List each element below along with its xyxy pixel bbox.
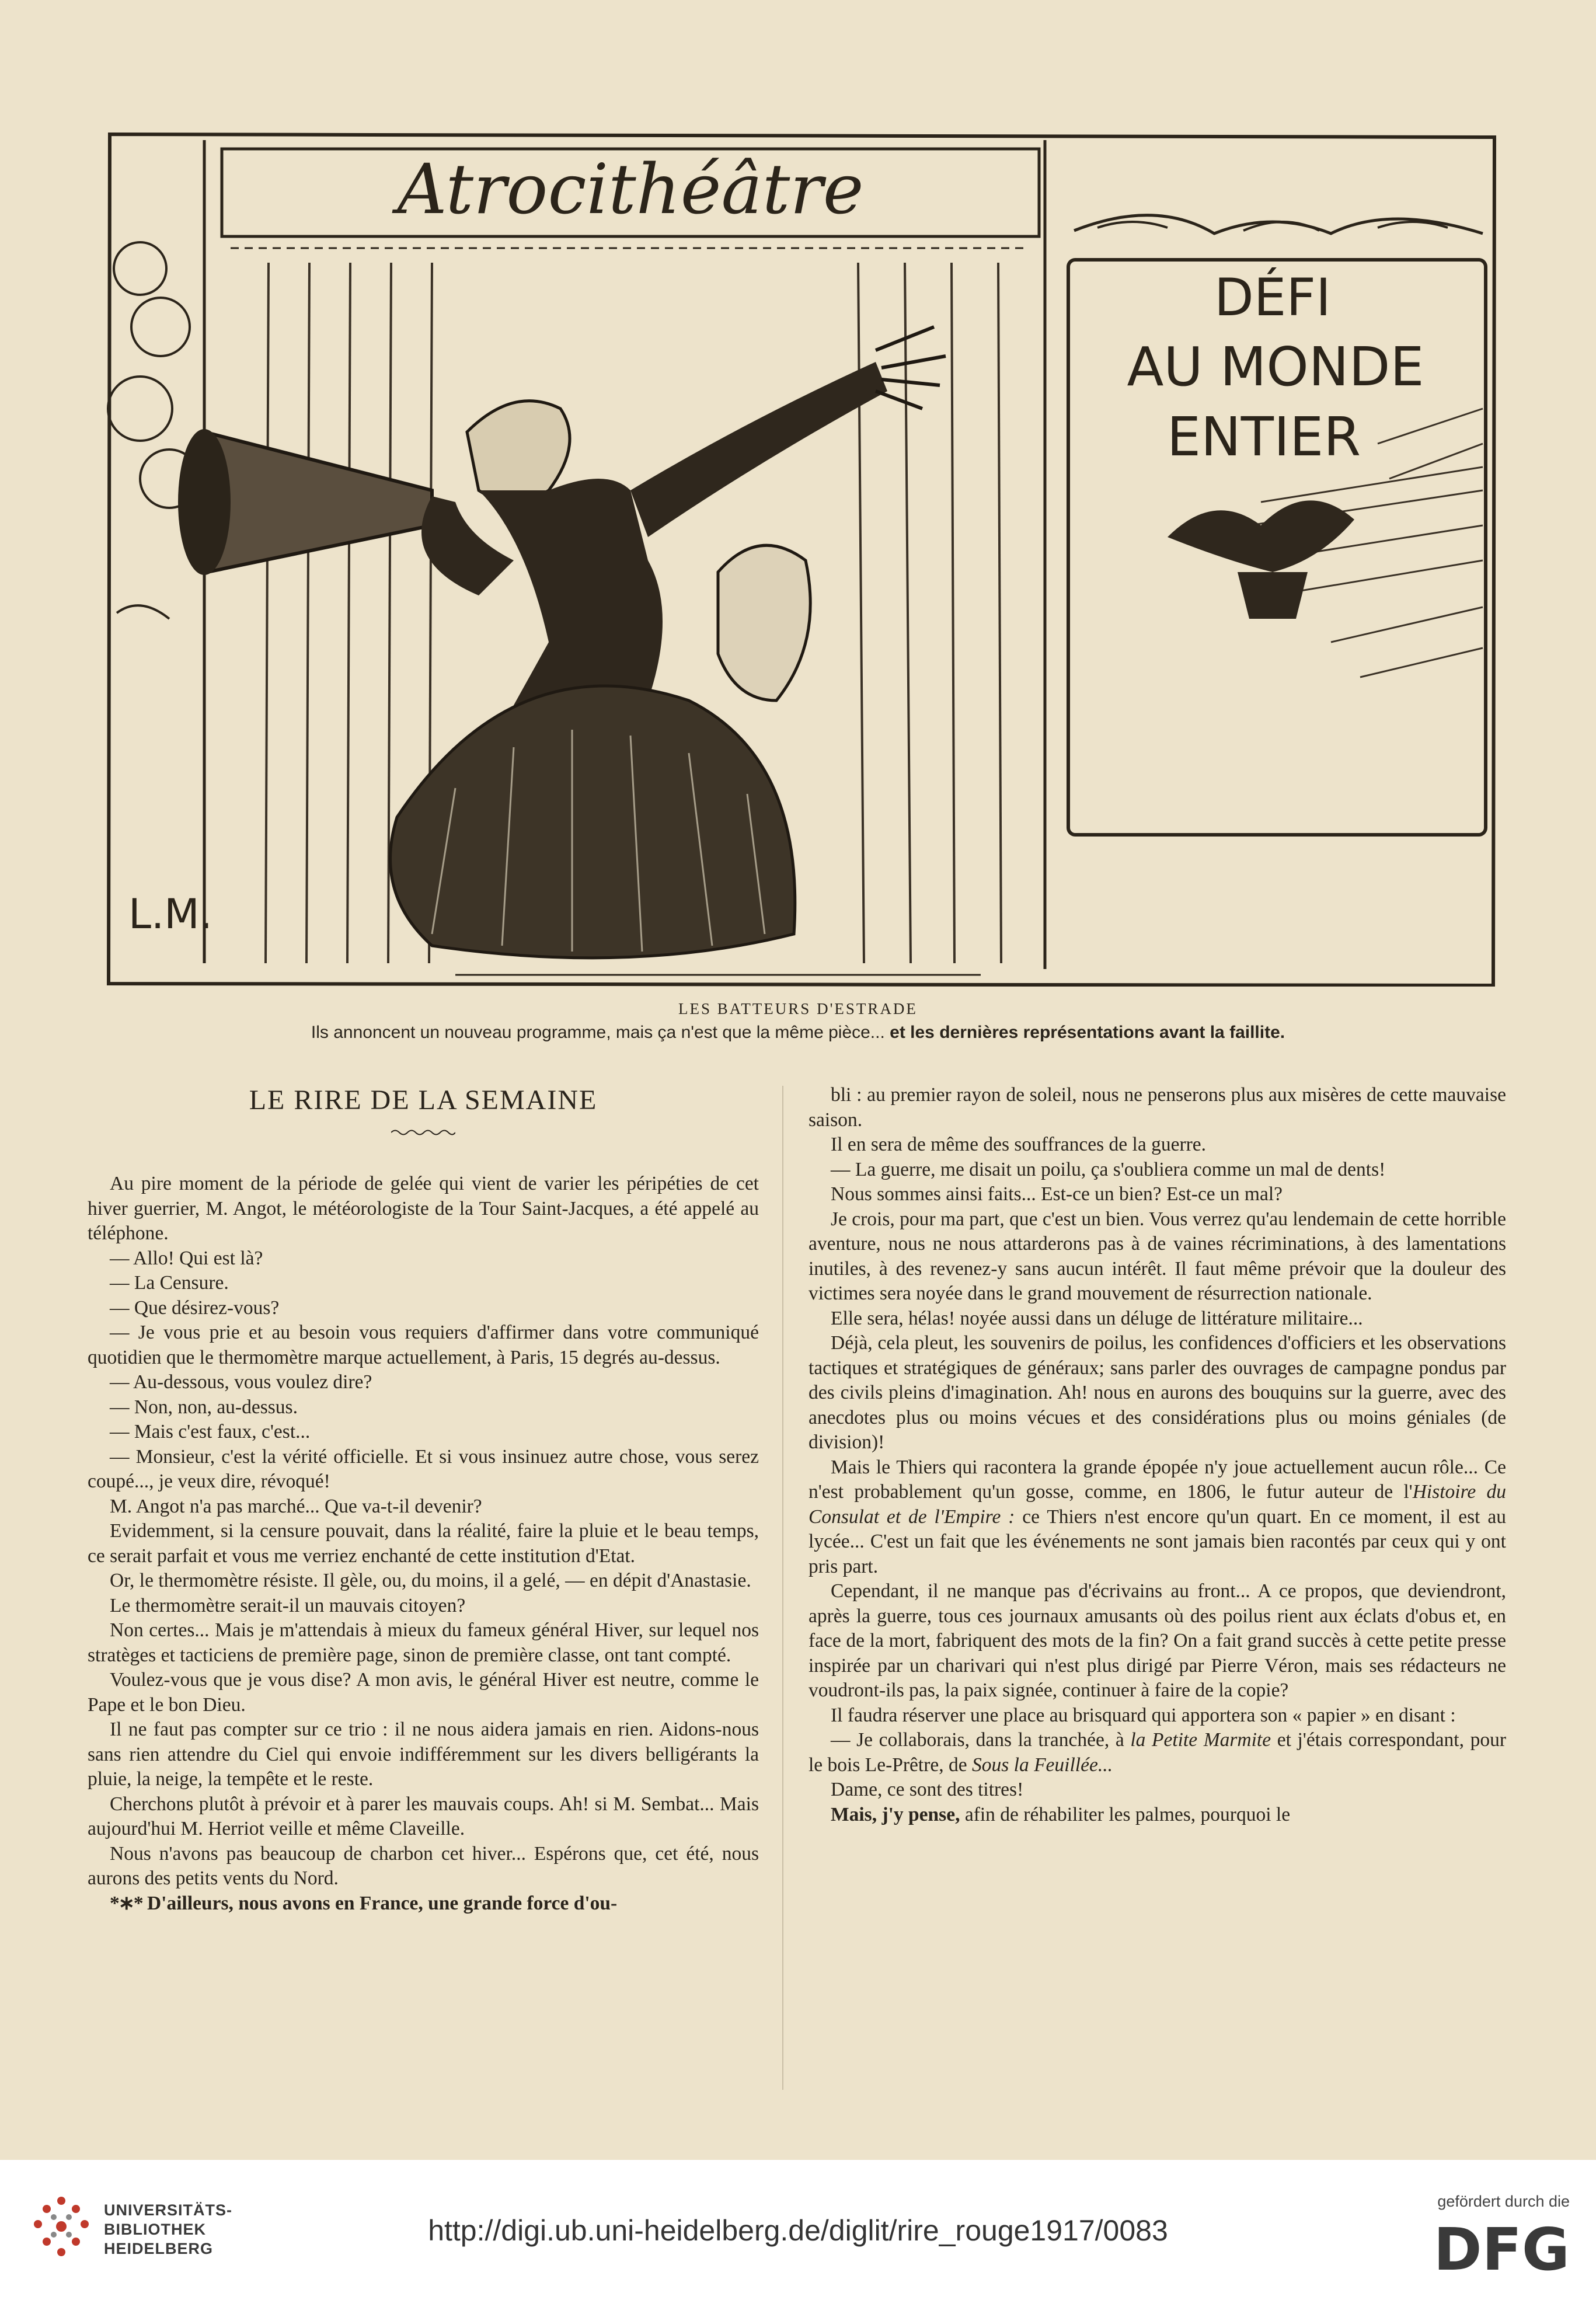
cartoon-drawing [105,117,1497,987]
left-paragraph: — Que désirez-vous? [110,1297,280,1319]
right-paragraph: Il en sera de même des souffrances de la guerre. [831,1134,1207,1155]
right-paragraphs-2 [809,1579,1506,1728]
left-paragraph: M. Angot n'a pas marché... Que va-t-il devenir? [110,1495,482,1517]
column-separator [782,1086,783,2090]
thiers-part-1: Mais le Thiers qui racontera la grande épopée n'y joue actuellement aucun rôle... Ce n'est probablement qu'un gosse, comme, en 1806, le futur auteur de l' [809,1456,1506,1503]
left-paragraph: Le thermomètre serait-il un mauvais citoyen? [110,1594,466,1616]
poster-line-1: DÉFI [1214,267,1331,327]
left-paragraph: — Monsieur, c'est la vérité officielle. Et si vous insinuez autre chose, vous serez coupé..., je veux dire, révoqué! [88,1445,759,1492]
poster-line-3: ENTIER [1166,406,1361,468]
left-paragraph: — Je vous prie et au besoin vous requiers d'affirmer dans votre communiqué quotidien que le thermomètre marque actuellement, à Paris, 15 degrés au-dessus. [88,1322,759,1368]
caption-bold: et les dernières représentations avant la faillite. [890,1023,1285,1042]
poster-line-2: AU MONDE [1127,336,1424,398]
left-paragraph: Au pire moment de la période de gelée qui vient de varier les péripéties de cet hiver guerrier, M. Angot, le météorologiste de la Tour Saint-Jacques, a été appelé au téléphone. [88,1173,759,1244]
artist-signature: L.M. [128,890,212,938]
collab-title-2: Sous la Feuillée... [972,1754,1113,1776]
right-paragraph: Elle sera, hélas! noyée aussi dans un déluge de littérature militaire... [831,1307,1363,1329]
digitization-footer [0,2160,1596,2300]
last-right-text: afin de réhabiliter les palmes, pourquoi le [960,1803,1291,1825]
library-line-3: HEIDELBERG [104,2240,214,2257]
last-right-bold: Mais, j'y pense, [831,1803,960,1825]
article-left-column [88,1083,759,2099]
collab-part-1: — Je collaborais, dans la tranchée, à [831,1729,1131,1751]
left-paragraph: — Au-dessous, vous voulez dire? [110,1371,372,1393]
left-paragraph: Or, le thermomètre résiste. Il gèle, ou, du moins, il a gelé, — en dépit d'Anastasie. [110,1570,751,1591]
left-paragraph: Cherchons plutôt à prévoir et à parer les mauvais coups. Ah! si M. Sembat... Mais aujourd'hui M. Herriot veille et même Claveille. [88,1793,759,1839]
left-paragraph: Il ne faut pas compter sur ce trio : il ne nous aidera jamais en rien. Aidons-nous sans rien attendre du Ciel qui envoie indifféremment sur les divers belligérants la pluie, la neige, la tempête et le reste. [88,1719,759,1790]
collab-title-1: la Petite Marmite [1130,1729,1271,1751]
right-paragraph: Il faudra réserver une place au brisquard qui apportera son « papier » en disant : [831,1704,1456,1726]
left-paragraph: — Non, non, au-dessus. [110,1396,298,1418]
thiers-book-title: Histoire du Consulat et de l'Empire : [809,1481,1506,1528]
right-paragraph: — La guerre, me disait un poilu, ça s'oubliera comme un mal de dents! [831,1158,1386,1180]
paragraph-dame: Dame, ce sont des titres! [831,1779,1024,1800]
left-paragraph: — Mais c'est faux, c'est... [110,1421,311,1442]
paragraph-thiers [809,1455,1506,1580]
paragraph-last-left [88,1891,759,1916]
right-paragraph: bli : au premier rayon de soleil, nous ne penserons plus aux misères de cette mauvaise saison. [809,1084,1506,1131]
paragraph-collab [809,1728,1506,1778]
left-paragraph: Nous n'avons pas beaucoup de charbon cet hiver... Espérons que, cet été, nous aurons des petits vents du Nord. [88,1842,759,1889]
cartoon-illustration [105,117,1497,987]
thiers-part-2: ce Thiers n'est encore qu'un quart. En ce moment, il est au lycée... C'est un fait que les événements ne sont jamais bien racontés par ceux qui y ont pris part. [809,1506,1506,1577]
left-paragraph: Voulez-vous que je vous dise? A mon avis, le général Hiver est neutre, comme le Pape et le bon Dieu. [88,1669,759,1716]
caption-plain: Ils annoncent un nouveau programme, mais ça n'est que la même pièce... [311,1023,890,1042]
title-ornament-rule [391,1128,455,1137]
left-paragraph: — Allo! Qui est là? [110,1247,263,1269]
theatre-sign-text: Atrocithéâtre [397,149,864,229]
right-paragraph: Nous sommes ainsi faits... Est-ce un bien? Est-ce un mal? [831,1183,1283,1205]
right-paragraphs [809,1083,1506,1455]
right-paragraph: Je crois, pour ma part, que c'est un bien. Vous verrez qu'au lendemain de cette horrible aventure, nous ne nous attarderons pas à de vaines récriminations, à des lamentations inutiles, à des revenez-y sans aucun intérêt. Il faut même prévoir que la douleur des victimes sera noyée dans le grand mouvement de résurrection nationale. [809,1208,1506,1304]
right-paragraph: Déjà, cela pleut, les souvenirs de poilus, les confidences d'officiers et les observations tactiques et stratégiques de généraux; sans parler des ouvrages de campagne pondus par des civils pleins d'imagination. Ah! nous en aurons des bouquins sur la guerre, avec des anecdotes plus ou moins vécues et des considérations plus ou moins géniales (de division)! [809,1332,1506,1453]
collab-part-2: et j'étais correspondant, pour le bois Le-Prêtre, de [809,1729,1506,1776]
document-url[interactable]: http://digi.ub.uni-heidelberg.de/diglit/rire_rouge1917/0083 [428,2214,1168,2247]
cartoon-caption [0,1023,1596,1043]
paragraph-last-left-text: D'ailleurs, nous avons en France, une grande force d'ou- [147,1892,618,1914]
article-right-column [809,1083,1506,2099]
left-paragraph: Non certes... Mais je m'attendais à mieux du fameux général Hiver, sur lequel nos stratèges et tacticiens de première page, sinon de première classe, ont tant compté. [88,1619,759,1666]
article-title: LE RIRE DE LA SEMAINE [249,1085,598,1116]
cartoon-caption-title: LES BATTEURS D'ESTRADE [678,1000,918,1017]
left-paragraph: Evidemment, si la censure pouvait, dans la réalité, faire la pluie et le beau temps, ce serait parfait et vous me verriez enchanté de cette institution d'Etat. [88,1520,759,1567]
dfg-logo-icon [1395,2218,1570,2277]
left-paragraphs [88,1172,759,1891]
library-line-2: BIBLIOTHEK [104,2221,206,2238]
dfg-logo-text: DFG [1433,2218,1570,2277]
asterism: *∗* [110,1892,142,1914]
left-paragraph: — La Censure. [110,1272,229,1294]
library-line-1: UNIVERSITÄTS- [104,2201,233,2219]
paragraph-last-right [809,1803,1506,1828]
right-paragraph: Cependant, il ne manque pas d'écrivains au front... A ce propos, que deviendront, après la guerre, tous ces journaux amusants où des poilus rient aux éclats d'obus et, en face de la mort, fabriquent des mots de la fin? On a fait grand succès à cette petite presse inspirée par un charivari qui n'est plus dirigé par Pierre Véron, mais ses rédacteurs ne voudront-ils pas, la paix signée, continuer à faire de la copie? [809,1580,1506,1701]
funded-by-label: gefördert durch die [1437,2193,1570,2210]
